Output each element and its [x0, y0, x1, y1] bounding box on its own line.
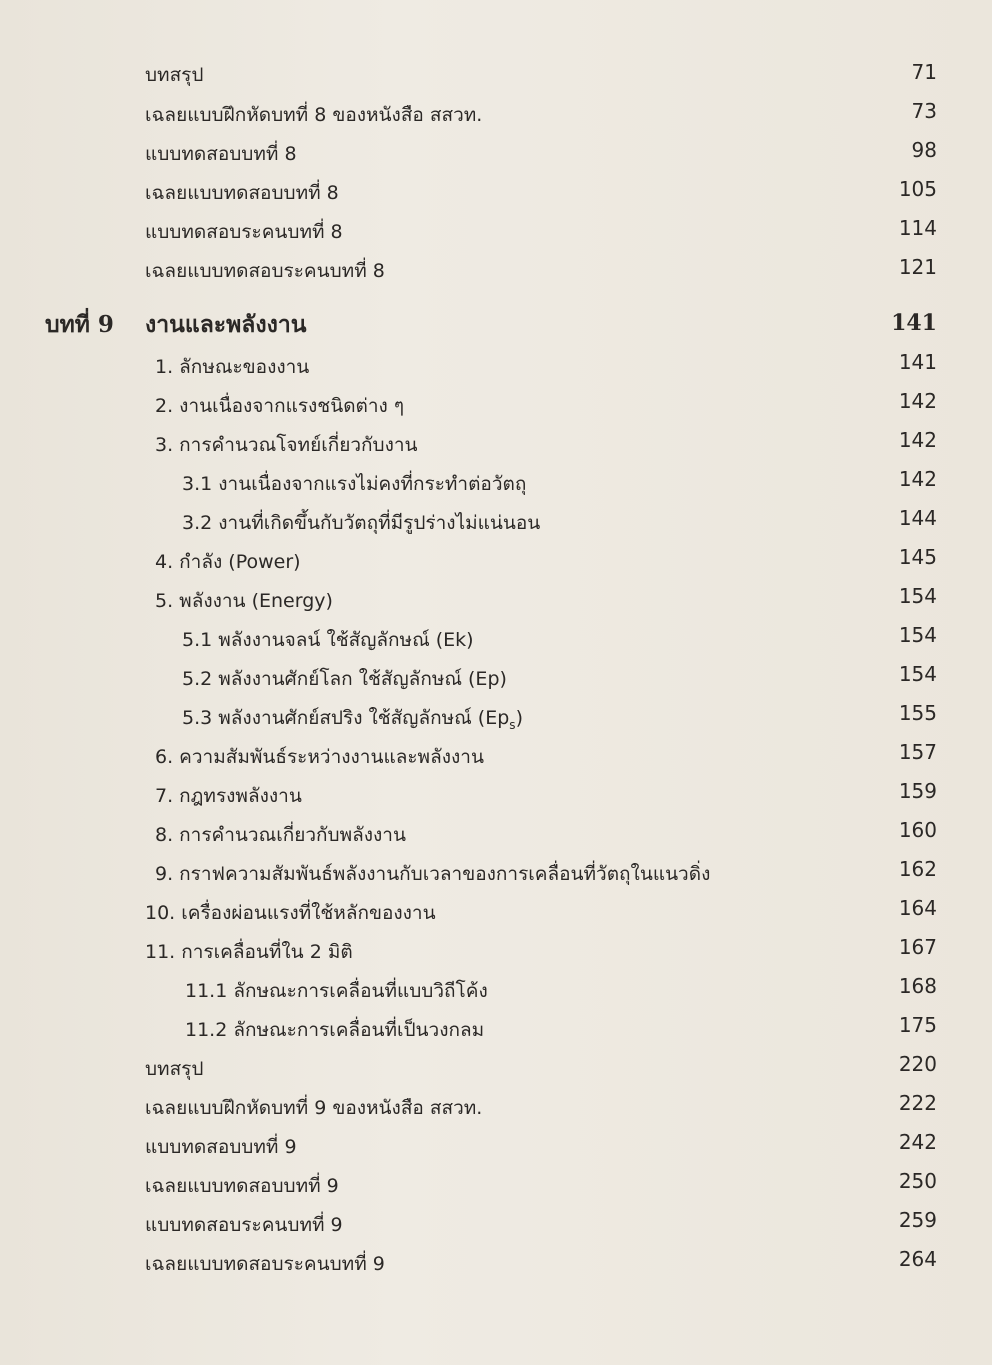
toc-subentry-label: 11.1 ลักษณะการเคลื่อนที่แบบวิถีโค้ง	[185, 980, 488, 1002]
chapter-title: งานและพลังงาน	[145, 311, 307, 338]
toc-subentry-label: 3.1 งานเนื่องจากแรงไม่คงที่กระทำต่อวัตถุ	[182, 473, 527, 495]
toc-entry-page: 141	[898, 350, 937, 374]
toc-entry-label: แบบทดสอบบทที่ 8	[145, 143, 297, 165]
toc-entry-page: 220	[898, 1052, 937, 1076]
subscript-s: s	[509, 717, 516, 732]
toc-entry-label: 4. กำลัง (Power)	[155, 551, 301, 573]
toc-entry-page: 160	[898, 818, 937, 842]
toc-subentry-label: 5.1 พลังงานจลน์ ใช้สัญลักษณ์ (Ek)	[182, 629, 474, 651]
toc-entry-label: 7. กฎทรงพลังงาน	[155, 785, 302, 807]
toc-entry-page: 142	[898, 428, 937, 452]
toc-entry-page: 142	[898, 389, 937, 413]
toc-entry-page: 259	[898, 1208, 937, 1232]
toc-entry-page: 154	[898, 584, 937, 608]
toc-entry-label: บทสรุป	[145, 64, 204, 86]
toc-entry-label: เฉลยแบบทดสอบระคนบทที่ 8	[145, 260, 385, 282]
toc-entry-page: 168	[898, 974, 937, 998]
toc-entry-label: แบบทดสอบระคนบทที่ 9	[145, 1214, 343, 1236]
toc-subentry-label: 11.2 ลักษณะการเคลื่อนที่เป็นวงกลม	[185, 1019, 485, 1041]
toc-entry-label: 10. เครื่องผ่อนแรงที่ใช้หลักของงาน	[145, 902, 436, 924]
toc-entry-page: 98	[911, 138, 937, 162]
toc-entry-page: 164	[898, 896, 937, 920]
toc-entry-label: 9. กราฟความสัมพันธ์พลังงานกับเวลาของการเคลื่อนที่วัตถุในแนวดิ่ง	[155, 863, 711, 885]
toc-entry-label: เฉลยแบบทดสอบระคนบทที่ 9	[145, 1253, 385, 1275]
toc-entry-label: เฉลยแบบฝึกหัดบทที่ 8 ของหนังสือ สสวท.	[145, 104, 483, 126]
toc-entry-page: 264	[898, 1247, 937, 1271]
toc-entry-label: 2. งานเนื่องจากแรงชนิดต่าง ๆ	[155, 395, 405, 417]
closing-paren: )	[515, 707, 523, 729]
toc-entry-page: 73	[911, 99, 937, 123]
toc-entry-page: 162	[898, 857, 937, 881]
toc-entry-label: 3. การคำนวณโจทย์เกี่ยวกับงาน	[155, 434, 418, 456]
toc-entry-page: 144	[898, 506, 937, 530]
toc-entry-label: บทสรุป	[145, 1058, 204, 1080]
toc-subentry-label	[182, 703, 523, 733]
toc-entry-label: เฉลยแบบทดสอบบทที่ 9	[145, 1175, 339, 1197]
toc-entry-label: 5. พลังงาน (Energy)	[155, 590, 333, 612]
toc-entry-page: 242	[898, 1130, 937, 1154]
toc-entry-page: 175	[898, 1013, 937, 1037]
toc-entry-page: 71	[911, 60, 937, 84]
toc-entry-label: 8. การคำนวณเกี่ยวกับพลังงาน	[155, 824, 406, 846]
toc-entry-page: 155	[898, 701, 937, 725]
toc-entry-page: 121	[898, 255, 937, 279]
toc-entry-label: เฉลยแบบทดสอบบทที่ 8	[145, 182, 339, 204]
toc-entry-label: แบบทดสอบบทที่ 9	[145, 1136, 297, 1158]
toc-entry-page: 167	[898, 935, 937, 959]
toc-entry-label: 11. การเคลื่อนที่ใน 2 มิติ	[145, 941, 353, 963]
toc-subentry-label: 3.2 งานที่เกิดขึ้นกับวัตถุที่มีรูปร่างไม่แน่นอน	[182, 512, 541, 534]
toc-entry-page: 105	[898, 177, 937, 201]
toc-entry-page: 114	[898, 216, 937, 240]
toc-entry-label: แบบทดสอบระคนบทที่ 8	[145, 221, 343, 243]
toc-subentry-label: 5.2 พลังงานศักย์โลก ใช้สัญลักษณ์ (Ep)	[182, 668, 507, 690]
toc-entry-page: 154	[898, 662, 937, 686]
toc-entry-page: 142	[898, 467, 937, 491]
chapter-number: บทที่ 9	[45, 311, 114, 338]
toc-entry-page: 157	[898, 740, 937, 764]
chapter-page: 141	[891, 310, 937, 336]
toc-entry-label: เฉลยแบบฝึกหัดบทที่ 9 ของหนังสือ สสวท.	[145, 1097, 483, 1119]
toc-subentry-text: 5.3 พลังงานศักย์สปริง ใช้สัญลักษณ์ (Ep	[182, 707, 510, 729]
toc-entry-page: 250	[898, 1169, 937, 1193]
toc-entry-page: 222	[898, 1091, 937, 1115]
toc-entry-label: 6. ความสัมพันธ์ระหว่างงานและพลังงาน	[155, 746, 484, 768]
toc-entry-page: 145	[898, 545, 937, 569]
toc-entry-page: 159	[898, 779, 937, 803]
toc-entry-page: 154	[898, 623, 937, 647]
toc-entry-label: 1. ลักษณะของงาน	[155, 356, 310, 378]
